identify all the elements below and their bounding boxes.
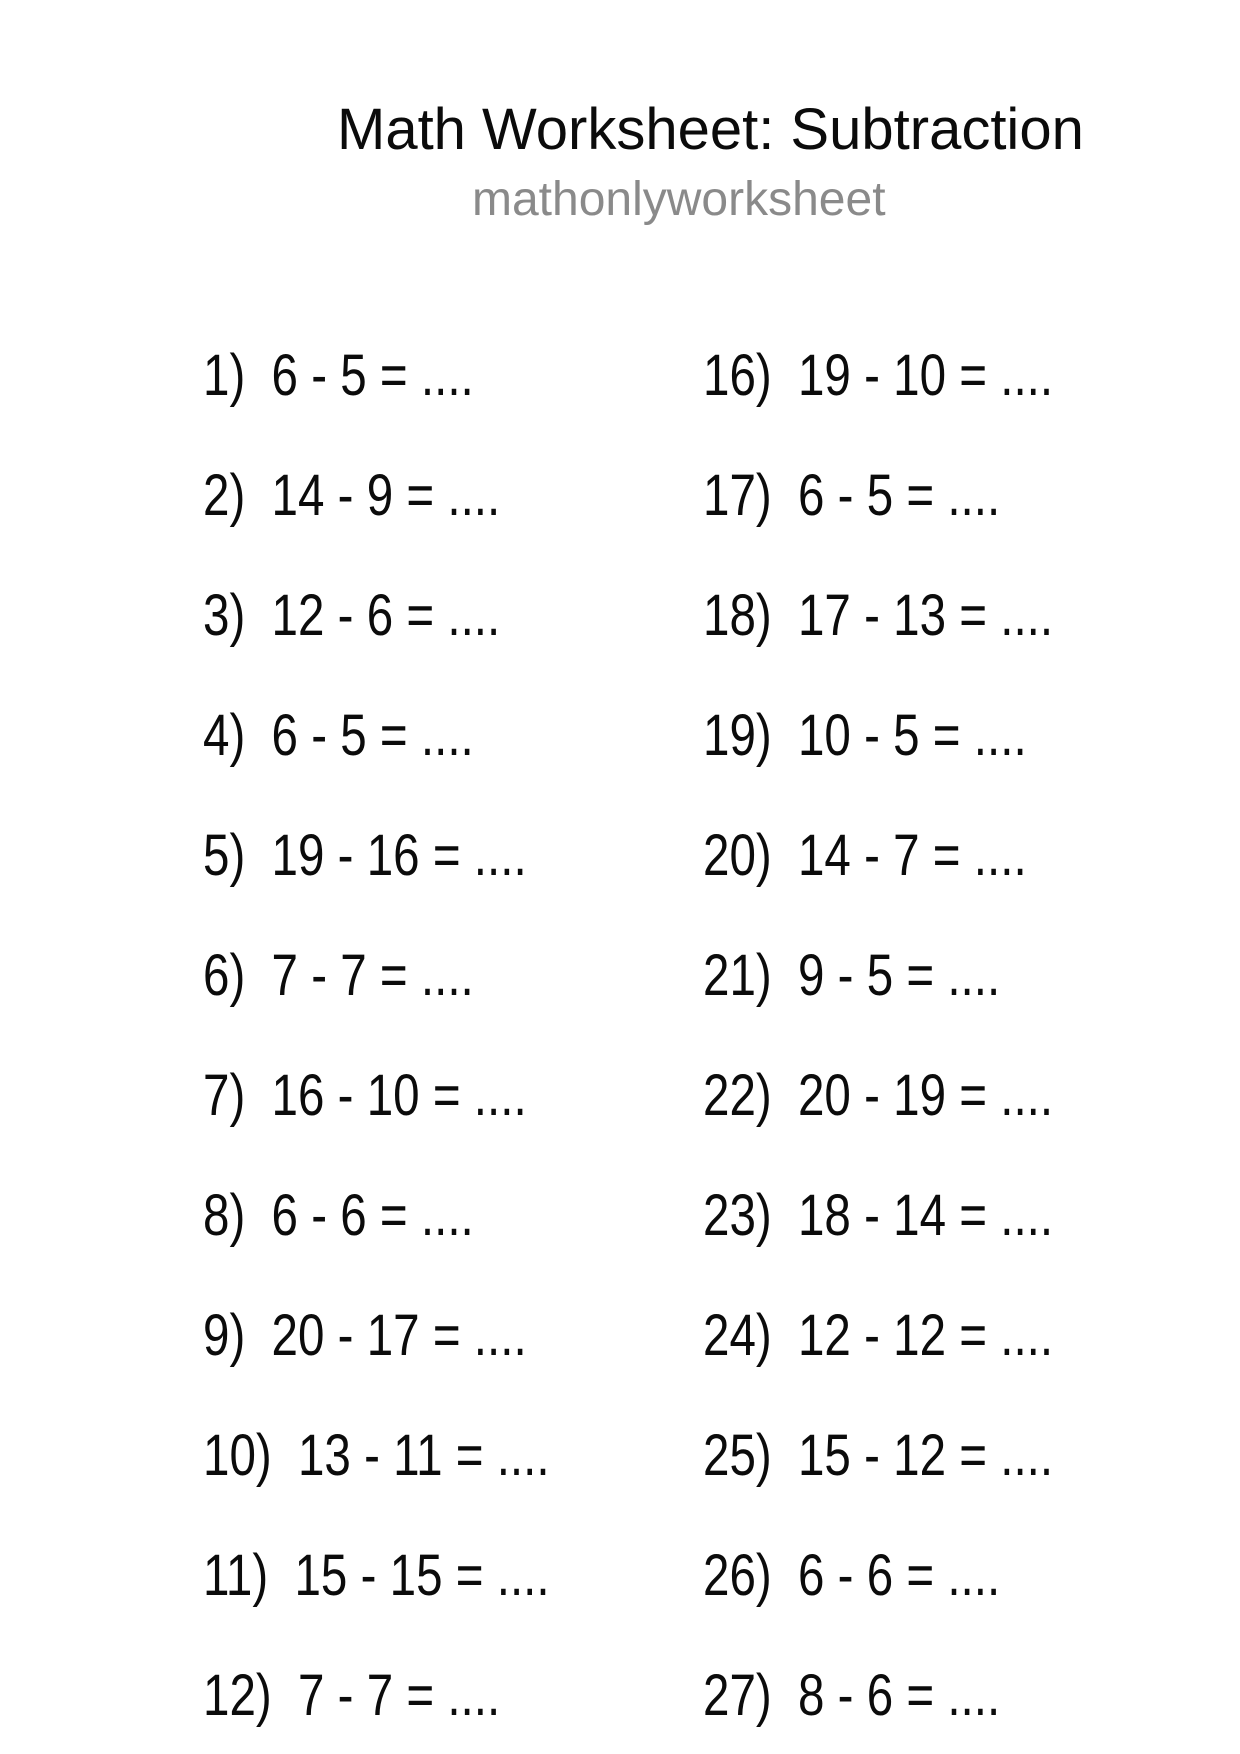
problem-expression: 14 - 7 = .... [797, 823, 1027, 888]
problem-row-4 [203, 703, 550, 768]
problem-expression: 19 - 16 = .... [271, 823, 527, 888]
problem-row-26 [703, 1543, 1053, 1608]
problem-number: 16) [703, 343, 772, 408]
problem-row-18 [703, 583, 1054, 648]
problem-number: 11) [203, 1543, 269, 1608]
page-title: Math Worksheet: Subtraction [337, 97, 1084, 162]
problem-number: 17) [703, 463, 772, 528]
problem-expression: 20 - 17 = .... [271, 1303, 527, 1368]
problem-number: 21) [703, 943, 772, 1008]
problem-row-21 [703, 943, 1053, 1008]
page-subtitle: mathonlyworksheet [472, 173, 886, 226]
problem-number: 24) [703, 1303, 772, 1368]
problem-row-20 [703, 823, 1053, 888]
problem-expression: 8 - 6 = .... [797, 1663, 1001, 1728]
problem-row-8 [203, 1183, 550, 1248]
problem-row-6 [203, 943, 550, 1008]
problem-expression: 13 - 11 = .... [297, 1423, 550, 1488]
problem-number: 12) [203, 1663, 272, 1728]
problem-row-24 [703, 1303, 1054, 1368]
problem-row-27 [703, 1663, 1053, 1728]
problem-number: 19) [703, 703, 772, 768]
problem-row-11 [203, 1543, 550, 1608]
problem-row-10 [203, 1423, 550, 1488]
problems-column-right [703, 343, 1130, 1754]
problem-expression: 9 - 5 = .... [797, 943, 1001, 1008]
problem-expression: 16 - 10 = .... [271, 1063, 527, 1128]
problem-expression: 17 - 13 = .... [797, 583, 1054, 648]
problem-expression: 7 - 7 = .... [297, 1663, 501, 1728]
problem-number: 10) [203, 1423, 272, 1488]
problem-number: 1) [203, 343, 246, 408]
problem-expression: 15 - 12 = .... [797, 1423, 1054, 1488]
problem-expression: 12 - 6 = .... [271, 583, 501, 648]
problem-number: 7) [203, 1063, 246, 1128]
problem-expression: 18 - 14 = .... [797, 1183, 1054, 1248]
problem-row-2 [203, 463, 550, 528]
problem-number: 2) [203, 463, 246, 528]
problem-number: 9) [203, 1303, 246, 1368]
problem-expression: 6 - 5 = .... [797, 463, 1001, 528]
problem-number: 3) [203, 583, 246, 648]
problem-expression: 6 - 5 = .... [271, 703, 474, 768]
problem-number: 4) [203, 703, 246, 768]
problem-expression: 6 - 5 = .... [271, 343, 474, 408]
problem-expression: 6 - 6 = .... [797, 1543, 1001, 1608]
problem-expression: 12 - 12 = .... [797, 1303, 1054, 1368]
problem-expression: 6 - 6 = .... [271, 1183, 474, 1248]
problem-number: 8) [203, 1183, 246, 1248]
problem-row-12 [203, 1663, 550, 1728]
problem-expression: 20 - 19 = .... [797, 1063, 1054, 1128]
problem-number: 23) [703, 1183, 772, 1248]
problem-row-17 [703, 463, 1053, 528]
problem-row-19 [703, 703, 1053, 768]
problem-number: 6) [203, 943, 246, 1008]
problem-expression: 15 - 15 = .... [294, 1543, 550, 1608]
problem-number: 27) [703, 1663, 772, 1728]
problem-expression: 10 - 5 = .... [797, 703, 1027, 768]
problem-number: 18) [703, 583, 772, 648]
problem-row-22 [703, 1063, 1054, 1128]
problem-row-25 [703, 1423, 1054, 1488]
problem-row-16 [703, 343, 1054, 408]
problem-row-9 [203, 1303, 550, 1368]
problem-expression: 14 - 9 = .... [271, 463, 501, 528]
problem-row-7 [203, 1063, 550, 1128]
problem-number: 26) [703, 1543, 772, 1608]
problems-column-left [203, 343, 626, 1754]
problem-number: 20) [703, 823, 772, 888]
problem-row-23 [703, 1183, 1054, 1248]
problem-expression: 7 - 7 = .... [271, 943, 474, 1008]
problem-row-5 [203, 823, 550, 888]
problem-number: 5) [203, 823, 246, 888]
problem-row-3 [203, 583, 550, 648]
problem-number: 22) [703, 1063, 772, 1128]
problem-number: 25) [703, 1423, 772, 1488]
problem-expression: 19 - 10 = .... [797, 343, 1054, 408]
problem-row-1 [203, 343, 550, 408]
